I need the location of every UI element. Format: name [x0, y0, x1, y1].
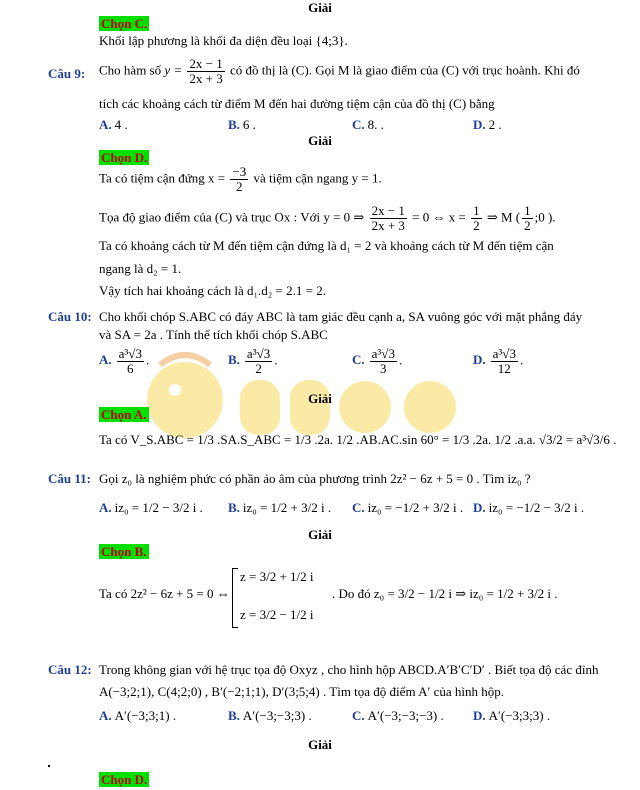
- option-a[interactable]: A. $\frac{\text{a³√3}}{6}$ .: [99, 346, 150, 376]
- option-c[interactable]: C. iz₀ = −1/2 + 3/2 i .: [352, 500, 464, 515]
- option-d[interactable]: D. 2 .: [473, 117, 502, 132]
- option-a[interactable]: A. A′(−3;3;1) .: [99, 708, 177, 723]
- question-label: Câu 10:: [48, 309, 92, 324]
- solution-text: Ta có khoảng cách từ M đến tiệm cận đứng là d₁ = 2 và khoảng cách từ M đến tiệm cận: [99, 238, 554, 253]
- system-line: z = 3/2 + 1/2 i: [240, 569, 314, 584]
- question-label: Câu 12:: [48, 662, 92, 677]
- solution-text: Khối lập phương là khối đa diện đều loại {4;3}.: [99, 33, 348, 48]
- question-line: Trong không gian với hệ trục tọa độ Oxyz , cho hình hộp ABCD.A′B′C′D′ . Biết tọa độ các đỉnh: [99, 662, 599, 677]
- option-b[interactable]: B. $\frac{\text{a³√3}}{2}$ .: [228, 346, 278, 376]
- option-a[interactable]: A. 4 .: [99, 117, 128, 132]
- option-b[interactable]: B. 6 .: [228, 117, 256, 132]
- solution-heading: Giải: [308, 0, 332, 15]
- answer-badge: Chọn C.: [101, 16, 148, 31]
- question-line: Cho khối chóp S.ABC có đáy ABC là tam giác đều cạnh a, SA vuông góc với mặt phẳng đáy: [99, 309, 583, 324]
- solution-text: Vậy tích hai khoảng cách là d₁.d₂ = 2.1 = 2.: [99, 283, 326, 298]
- option-d[interactable]: D. iz₀ = −1/2 − 3/2 i .: [473, 500, 585, 515]
- solution-heading: Giải: [308, 527, 332, 542]
- option-c[interactable]: C. $\frac{\text{a³√3}}{3}$ .: [352, 346, 403, 376]
- question-label: Câu 11:: [48, 471, 91, 486]
- answer-badge: Chọn D.: [101, 772, 148, 787]
- answer-badge: Chọn A.: [101, 407, 147, 422]
- solution-heading: Giải: [308, 133, 332, 148]
- option-b[interactable]: B. iz₀ = 1/2 + 3/2 i .: [228, 500, 332, 515]
- solution-text: Tọa độ giao điểm của (C) và trục Ox : Với y = 0 ⇒ $\frac{2x - 1}{2x + 3}$ = 0 ⇔ x = $\frac{1}{2}$ ⇒ M ( $\frac{1}{2}$ ;0 ).: [99, 203, 556, 233]
- answer-badge: Chọn B.: [101, 544, 147, 559]
- solution-heading: Giải: [308, 391, 332, 406]
- option-d[interactable]: D. $\frac{\text{a³√3}}{12}$ .: [473, 346, 524, 376]
- solution-text: Ta có tiệm cận đứng x = $\frac{-3}{2}$ và tiệm cận ngang y = 1.: [99, 164, 382, 194]
- option-c[interactable]: C. 8. .: [352, 117, 384, 132]
- question-line: Gọi z₀ là nghiệm phức có phần ảo âm của phương trình 2z² − 6z + 5 = 0 . Tìm iz₀ ?: [99, 471, 531, 486]
- question-line: A(−3;2;1), C(4;2;0) , B′(−2;1;1), D′(3;5;4) . Tìm tọa độ điểm A′ của hình hộp.: [99, 684, 504, 699]
- solution-text: Ta có V_S.ABC = 1/3 .SA.S_ABC = 1/3 .2a. 1/2 .AB.AC.sin 60° = 1/3 .2a. 1/2 .a.a. √3/2 = a³√3/6 .: [99, 432, 617, 447]
- solution-text: Ta có 2z² − 6z + 5 = 0 ⇔: [99, 586, 230, 601]
- solution-text: . Do đó z₀ = 3/2 − 1/2 i ⇒ iz₀ = 1/2 + 3/2 i .: [332, 586, 558, 601]
- answer-badge: Chọn D.: [101, 150, 148, 165]
- question-line: Cho hàm số y = $\frac{2x - 1}{2x + 3}$ có đồ thị là (C). Gọi M là giao điểm của (C) với trục hoành. Khi đó: [99, 56, 580, 86]
- question-label: Câu 9:: [48, 66, 86, 81]
- option-a[interactable]: A. iz₀ = 1/2 − 3/2 i .: [99, 500, 203, 515]
- option-c[interactable]: C. A′(−3;−3;−3) .: [352, 708, 444, 723]
- option-b[interactable]: B. A′(−3;−3;3) .: [228, 708, 312, 723]
- option-d[interactable]: D. A′(−3;3;3) .: [473, 708, 551, 723]
- solution-heading: Giải: [308, 737, 332, 752]
- question-line: tích các khoảng cách từ điểm M đến hai đường tiệm cận của đồ thị (C) bằng: [99, 96, 495, 111]
- stray-dot: [48, 765, 50, 767]
- question-line: và SA = 2a . Tính thể tích khối chóp S.ABC: [99, 327, 328, 342]
- system-bracket: [232, 568, 238, 628]
- solution-text: ngang là d₂ = 1.: [99, 261, 182, 276]
- system-line: z = 3/2 − 1/2 i: [240, 607, 314, 622]
